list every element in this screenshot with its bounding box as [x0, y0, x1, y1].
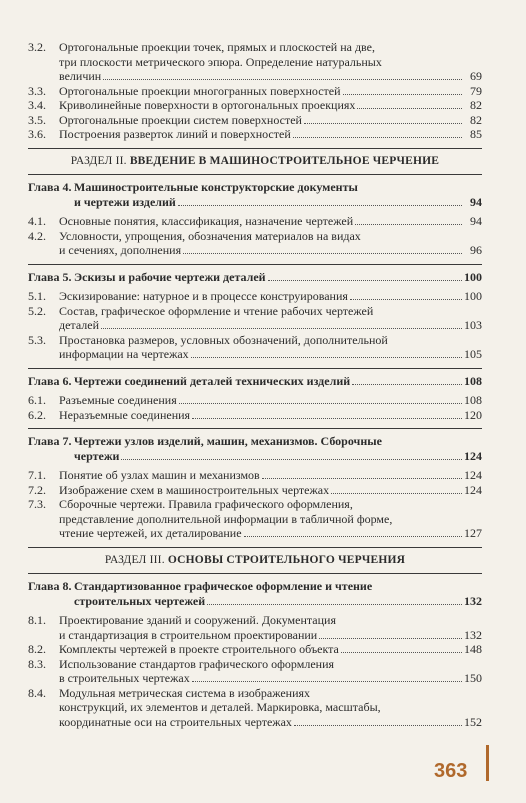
dot-leader	[350, 299, 462, 300]
entry-title-line: Состав, графическое оформление и чтение рабочих чертежей	[59, 303, 374, 318]
entry-number: 3.2.	[28, 40, 46, 54]
entry-number: 4.2.	[28, 228, 46, 243]
entry-number: 7.3.	[28, 497, 46, 511]
dot-leader	[268, 280, 462, 281]
entry-number: 3.4.	[28, 98, 46, 112]
entry-number: Глава 5.	[28, 269, 72, 284]
entry-title-line: Ортогональные проекции систем поверхностей	[59, 112, 302, 127]
entry-page-number: 82	[470, 112, 482, 127]
toc-chapter-entry[interactable]	[28, 270, 482, 285]
entry-page-number: 108	[464, 393, 482, 407]
entry-title-line: Чертежи соединений деталей технических изделий	[74, 373, 351, 388]
dot-leader	[331, 493, 462, 494]
section-heading-2	[28, 154, 482, 169]
entry-page-number: 124	[464, 482, 482, 497]
entry-title-line: Сборочные чертежи. Правила графического оформления,	[59, 497, 353, 511]
entry-title-line: Ортогональные проекции точек, прямых и плоскостей на две,	[59, 40, 375, 54]
divider	[28, 264, 482, 265]
entry-page-number: 79	[470, 83, 482, 98]
dot-leader	[121, 459, 462, 460]
entry-page-number: 105	[464, 347, 482, 361]
entry-title-line: чтение чертежей, их деталирование	[59, 526, 242, 540]
section-title: ВВЕДЕНИЕ В МАШИНОСТРОИТЕЛЬНОЕ ЧЕРЧЕНИЕ	[129, 154, 440, 167]
entry-page-number: 148	[464, 642, 482, 656]
toc-group-chapter8	[28, 579, 482, 729]
toc-entry[interactable]	[28, 333, 482, 362]
entry-title-line: Разъемные соединения	[59, 393, 177, 407]
dot-leader	[352, 384, 462, 385]
entry-number: 6.1.	[28, 393, 46, 407]
toc-entry[interactable]	[28, 98, 482, 113]
toc-entry[interactable]	[28, 468, 482, 483]
entry-title-line: Основные понятия, классификация, назначение чертежей	[59, 214, 354, 228]
divider	[28, 174, 482, 175]
divider	[28, 428, 482, 429]
entry-page-number: 96	[470, 243, 482, 257]
dot-leader	[178, 205, 462, 206]
dot-leader	[101, 328, 462, 329]
entry-number: 3.6.	[28, 127, 46, 141]
divider	[28, 547, 482, 548]
section-prefix: РАЗДЕЛ III.	[104, 553, 165, 566]
toc-entry[interactable]	[28, 127, 482, 142]
entry-page-number: 94	[470, 194, 482, 209]
toc-entry[interactable]	[28, 40, 482, 84]
entry-number: 6.2.	[28, 407, 46, 422]
entry-page-number: 69	[470, 69, 482, 83]
entry-title-line: информации на чертежах	[59, 347, 189, 361]
entry-number: 4.1.	[28, 214, 46, 228]
toc-entry[interactable]	[28, 483, 482, 498]
toc-entry[interactable]	[28, 657, 482, 686]
entry-title-line: и чертежи изделий	[74, 194, 176, 209]
toc-entry[interactable]	[28, 408, 482, 423]
entry-page-number: 85	[470, 127, 482, 141]
toc-entry[interactable]	[28, 289, 482, 304]
entry-title-line: Стандартизованное графическое оформление и чтение	[74, 579, 373, 593]
entry-page-number: 108	[464, 373, 482, 388]
entry-title-line: Проектирование зданий и сооружений. Документация	[59, 613, 336, 627]
dot-leader	[319, 638, 462, 639]
entry-title-line: величин	[59, 69, 102, 83]
toc-group-chapter7	[28, 434, 482, 541]
dot-leader	[103, 79, 462, 80]
entry-number: Глава 8.	[28, 579, 72, 593]
section-prefix: РАЗДЕЛ II.	[70, 154, 127, 167]
entry-title-line: Простановка размеров, условных обозначений, дополнительной	[59, 332, 388, 347]
entry-page-number: 103	[464, 318, 482, 332]
table-of-contents	[28, 40, 482, 729]
entry-number: 5.1.	[28, 289, 46, 303]
dot-leader	[244, 536, 462, 537]
dot-leader	[357, 108, 462, 109]
section-title: ОСНОВЫ СТРОИТЕЛЬНОГО ЧЕРЧЕНИЯ	[167, 553, 406, 566]
divider	[28, 148, 482, 149]
dot-leader	[183, 253, 462, 254]
dot-leader	[293, 137, 462, 138]
entry-number: 3.5.	[28, 112, 46, 127]
entry-page-number: 152	[464, 714, 482, 729]
dot-leader	[294, 725, 462, 726]
toc-chapter-entry[interactable]	[28, 434, 482, 463]
toc-entry[interactable]	[28, 214, 482, 229]
dot-leader	[192, 681, 462, 682]
entry-number: Глава 6.	[28, 373, 72, 388]
entry-number: 7.2.	[28, 482, 46, 497]
entry-title-line: три плоскости метрического эпюра. Определение натуральных	[59, 54, 382, 69]
entry-title-line: Машиностроительные конструкторские документы	[74, 180, 358, 194]
toc-chapter-entry[interactable]	[28, 374, 482, 389]
toc-chapter-entry[interactable]	[28, 579, 482, 608]
toc-entry[interactable]	[28, 84, 482, 99]
entry-page-number: 150	[464, 671, 482, 685]
toc-entry[interactable]	[28, 613, 482, 642]
entry-number: 8.3.	[28, 656, 46, 671]
entry-page-number: 132	[464, 627, 482, 642]
toc-group-chapter4	[28, 180, 482, 258]
entry-title-line: деталей	[59, 318, 99, 332]
section-heading-3	[28, 553, 482, 568]
entry-page-number: 82	[470, 98, 482, 112]
toc-entry[interactable]	[28, 393, 482, 408]
dot-leader	[262, 478, 462, 479]
toc-entry[interactable]	[28, 642, 482, 657]
entry-title-line: и стандартизация в строительном проектировании	[59, 627, 318, 642]
entry-number: 3.3.	[28, 83, 46, 98]
entry-title-line: Эскизы и рабочие чертежи деталей	[74, 269, 266, 284]
toc-entry[interactable]	[28, 304, 482, 333]
entry-page-number: 132	[464, 593, 482, 608]
entry-page-number: 100	[464, 289, 482, 303]
entry-page-number: 124	[464, 468, 482, 482]
entry-title-line: и сечениях, дополнения	[59, 243, 182, 257]
entry-title-line: Чертежи узлов изделий, машин, механизмов. Сборочные	[74, 434, 382, 448]
entry-title-line: чертежи	[74, 448, 120, 463]
page-number-bar	[486, 745, 489, 781]
entry-title-line: в строительных чертежах	[59, 671, 190, 685]
entry-number: 8.1.	[28, 613, 46, 627]
dot-leader	[191, 357, 462, 358]
dot-leader	[355, 224, 462, 225]
dot-leader	[192, 418, 462, 419]
entry-title-line: Использование стандартов графического оформления	[59, 656, 335, 671]
toc-entry[interactable]	[28, 229, 482, 258]
entry-number: Глава 7.	[28, 434, 72, 448]
toc-group-chapter5	[28, 270, 482, 362]
entry-number: 7.1.	[28, 468, 46, 482]
entry-title-line: Изображение схем в машиностроительных чертежах	[59, 482, 330, 497]
entry-title-line: координатные оси на строительных чертежах	[59, 714, 292, 729]
toc-chapter-entry[interactable]	[28, 180, 482, 209]
entry-page-number: 120	[464, 407, 482, 422]
divider	[28, 573, 482, 574]
entry-title-line: Эскизирование: натурное и в процессе конструирования	[59, 289, 348, 303]
dot-leader	[207, 604, 462, 605]
toc-entry[interactable]	[28, 113, 482, 128]
entry-number: 8.4.	[28, 685, 46, 700]
entry-title-line: представление дополнительной информации в табличной форме,	[59, 511, 393, 526]
toc-entry[interactable]	[28, 497, 482, 541]
entry-title-line: конструкций, их элементов и деталей. Маркировка, масштабы,	[59, 700, 381, 714]
dot-leader	[341, 652, 462, 653]
dot-leader	[304, 123, 462, 124]
entry-title-line: Модульная метрическая система в изображениях	[59, 685, 311, 700]
dot-leader	[179, 403, 462, 404]
entry-page-number: 100	[464, 269, 482, 284]
entry-title-line: Условности, упрощения, обозначения материалов на видах	[59, 228, 361, 243]
toc-group-chapter3	[28, 40, 482, 142]
entry-page-number: 124	[464, 448, 482, 463]
page-number: 363	[434, 760, 468, 782]
entry-title-line: Построения разверток линий и поверхностей	[59, 127, 291, 141]
entry-number: 5.3.	[28, 332, 46, 347]
entry-number: 5.2.	[28, 303, 46, 318]
toc-entry[interactable]	[28, 686, 482, 730]
entry-number: 8.2.	[28, 642, 46, 656]
divider	[28, 368, 482, 369]
entry-number: Глава 4.	[28, 180, 72, 194]
entry-title-line: Криволинейные поверхности в ортогональных проекциях	[59, 98, 356, 112]
entry-page-number: 127	[464, 526, 482, 540]
dot-leader	[343, 94, 462, 95]
entry-title-line: строительных чертежей	[74, 593, 206, 608]
toc-group-chapter6	[28, 374, 482, 423]
entry-page-number: 94	[470, 214, 482, 228]
entry-title-line: Неразъемные соединения	[59, 407, 191, 422]
entry-title-line: Ортогональные проекции многогранных поверхностей	[59, 83, 341, 98]
entry-title-line: Комплекты чертежей в проекте строительного объекта	[59, 642, 339, 656]
entry-title-line: Понятие об узлах машин и механизмов	[59, 468, 260, 482]
